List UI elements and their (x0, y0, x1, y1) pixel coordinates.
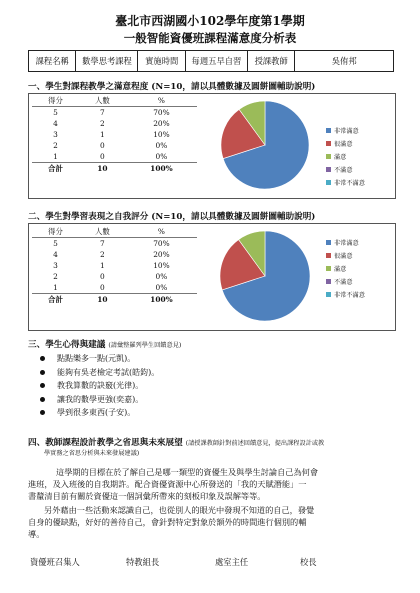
legend-label: 滿意 (334, 154, 347, 161)
teacher-label: 授課教師 (247, 51, 294, 72)
section2-pie-chart (210, 227, 320, 325)
table-row (32, 129, 197, 140)
total-row (32, 294, 197, 306)
time-label: 實施時間 (138, 51, 185, 72)
pct-cell: 10% (153, 261, 170, 270)
bullet-icon (40, 397, 45, 402)
legend-item (326, 249, 365, 262)
score-cell: 4 (53, 250, 58, 259)
teacher-value: 吳侑邦 (295, 51, 394, 72)
legend-item (326, 124, 365, 137)
score-cell: 3 (53, 130, 58, 139)
legend-item (326, 275, 365, 288)
col-score: 得分 (32, 95, 79, 107)
course-name-label: 課程名稱 (29, 51, 76, 72)
table-row (32, 282, 197, 294)
bullet-icon (40, 356, 45, 361)
section1-legend (326, 124, 365, 189)
list-item-text: 教我算數的訣竅(光律)。 (57, 381, 144, 391)
legend-label: 非常滿意 (334, 240, 359, 247)
section3-note: (請彙整羅列學生回饋意見) (108, 342, 182, 349)
signature-convener: 資優班召集人 (30, 557, 80, 567)
paragraph-line: 進班，及入班後的自我期許。配合資優資源中心所發送的「我的天賦潛能」一 (28, 479, 307, 489)
list-item-text: 讓我的數學更強(奕嘉)。 (57, 394, 144, 404)
section4-note-line1: (請授課教師針對前述回饋意見，提出課程設計或教 (185, 440, 325, 447)
legend-swatch (326, 279, 331, 284)
legend-swatch (326, 253, 331, 258)
score-cell: 3 (53, 261, 58, 270)
list-item (36, 366, 159, 380)
table-row (32, 238, 197, 250)
legend-label: 不滿意 (334, 167, 353, 174)
section1-heading: 一、學生對課程教學之滿意程度 (N=10，請以具體數據及圓餅圖輔助說明) (28, 82, 316, 92)
count-cell: 0 (100, 283, 105, 292)
score-cell: 2 (53, 141, 58, 150)
paragraph-line: 另外藉由一些活動來認識自己，也從別人的眼光中發現不知道的自己，發覺 (44, 505, 315, 515)
paragraph-line: 導。 (28, 529, 45, 539)
count-cell: 0 (100, 272, 105, 281)
count-cell: 2 (100, 250, 105, 259)
list-item (36, 379, 159, 393)
total-pct: 100% (126, 163, 197, 175)
feedback-list (36, 352, 159, 420)
time-value: 每週五早自習 (185, 51, 247, 72)
legend-swatch (326, 292, 331, 297)
count-cell: 7 (100, 239, 105, 248)
section3-heading-row (28, 338, 181, 350)
list-item-text: 學到很多東西(子安)。 (57, 408, 136, 418)
pct-cell: 20% (153, 250, 170, 259)
count-cell: 7 (100, 108, 105, 117)
legend-item (326, 236, 365, 249)
list-item (36, 352, 159, 366)
pct-cell: 20% (153, 119, 170, 128)
legend-label: 很滿意 (334, 253, 353, 260)
paragraph-line: 自身的優缺點，好好的善待自己，會針對特定對象於額外的時間進行個別的輔 (28, 517, 307, 527)
signature-director: 處室主任 (215, 557, 249, 567)
score-cell: 5 (53, 239, 58, 248)
list-item (36, 406, 159, 420)
legend-label: 非常不滿意 (334, 180, 365, 187)
bullet-icon (40, 383, 45, 388)
legend-swatch (326, 128, 331, 133)
legend-swatch (326, 266, 331, 271)
legend-item (326, 150, 365, 163)
document-title: 臺北市西湖國小102學年度第1學期 (115, 14, 305, 28)
section4-heading-row (28, 436, 398, 448)
count-cell: 2 (100, 119, 105, 128)
table-row (32, 260, 197, 271)
reflection-paragraph-1 (28, 466, 398, 502)
table-row (32, 271, 197, 282)
score-cell: 5 (53, 108, 58, 117)
legend-item (326, 288, 365, 301)
count-cell: 0 (100, 141, 105, 150)
list-item-text: 點點樂多一點(元凱)。 (57, 354, 136, 364)
pct-cell: 0% (155, 152, 168, 161)
section1-table (32, 95, 197, 174)
document-subtitle: 一般智能資優班課程滿意度分析表 (123, 31, 297, 45)
legend-swatch (326, 240, 331, 245)
table-row (32, 140, 197, 151)
score-cell: 2 (53, 272, 58, 281)
section1-pie-chart (210, 97, 320, 193)
pct-cell: 70% (153, 239, 170, 248)
section4-heading: 四、教師課程設計教學之省思與未來展望 (28, 438, 183, 448)
bullet-icon (40, 370, 45, 375)
legend-item (326, 262, 365, 275)
total-label: 合計 (32, 163, 79, 175)
section2-legend (326, 236, 365, 301)
total-count: 10 (79, 294, 126, 306)
legend-item (326, 163, 365, 176)
total-count: 10 (79, 163, 126, 175)
legend-label: 非常滿意 (334, 128, 359, 135)
reflection-paragraph-2 (28, 504, 398, 540)
paragraph-line: 書釐清目前有關於資優這一個詞彙所帶來的刻板印象及誤解等等。 (28, 491, 266, 501)
count-cell: 1 (100, 261, 105, 270)
total-row (32, 163, 197, 175)
pct-cell: 70% (153, 108, 170, 117)
section2-table (32, 226, 197, 305)
section4-note-row (44, 448, 139, 458)
col-pct: % (126, 95, 197, 107)
total-label: 合計 (32, 294, 79, 306)
table-row (32, 249, 197, 260)
col-score: 得分 (32, 226, 79, 238)
table-row (32, 107, 197, 119)
signature-principal: 校長 (300, 557, 317, 567)
course-info-table (28, 50, 394, 72)
col-pct: % (126, 226, 197, 238)
bullet-icon (40, 410, 45, 415)
legend-swatch (326, 167, 331, 172)
table-row (32, 118, 197, 129)
section3-heading: 三、學生心得與建議 (28, 340, 106, 350)
legend-item (326, 176, 365, 189)
pct-cell: 0% (155, 272, 168, 281)
course-name-value: 數學思考課程 (76, 51, 138, 72)
legend-swatch (326, 154, 331, 159)
legend-item (326, 137, 365, 150)
col-count: 人數 (79, 95, 126, 107)
count-cell: 0 (100, 152, 105, 161)
legend-label: 很滿意 (334, 141, 353, 148)
legend-swatch (326, 141, 331, 146)
legend-label: 不滿意 (334, 279, 353, 286)
count-cell: 1 (100, 130, 105, 139)
pct-cell: 0% (155, 141, 168, 150)
section4-note-line2: 學實務之省思分析與未來發展建議) (44, 450, 140, 457)
signature-special-ed: 特教組長 (126, 557, 160, 567)
legend-swatch (326, 180, 331, 185)
total-pct: 100% (126, 294, 197, 306)
col-count: 人數 (79, 226, 126, 238)
pct-cell: 0% (155, 283, 168, 292)
pct-cell: 10% (153, 130, 170, 139)
paragraph-line: 這學期的目標在於了解自己是哪一類型的資優生及與學生討論自己為何會 (56, 467, 319, 477)
score-cell: 4 (53, 119, 58, 128)
list-item-text: 能夠有吳老檢定考試(皓鈞)。 (57, 367, 160, 377)
section2-heading: 二、學生對學習表現之自我評分 (N=10，請以具體數據及圓餅圖輔助說明) (28, 212, 316, 222)
score-cell: 1 (53, 152, 58, 161)
table-row (32, 151, 197, 163)
legend-label: 滿意 (334, 266, 347, 273)
legend-label: 非常不滿意 (334, 292, 365, 299)
score-cell: 1 (53, 283, 58, 292)
list-item (36, 393, 159, 407)
